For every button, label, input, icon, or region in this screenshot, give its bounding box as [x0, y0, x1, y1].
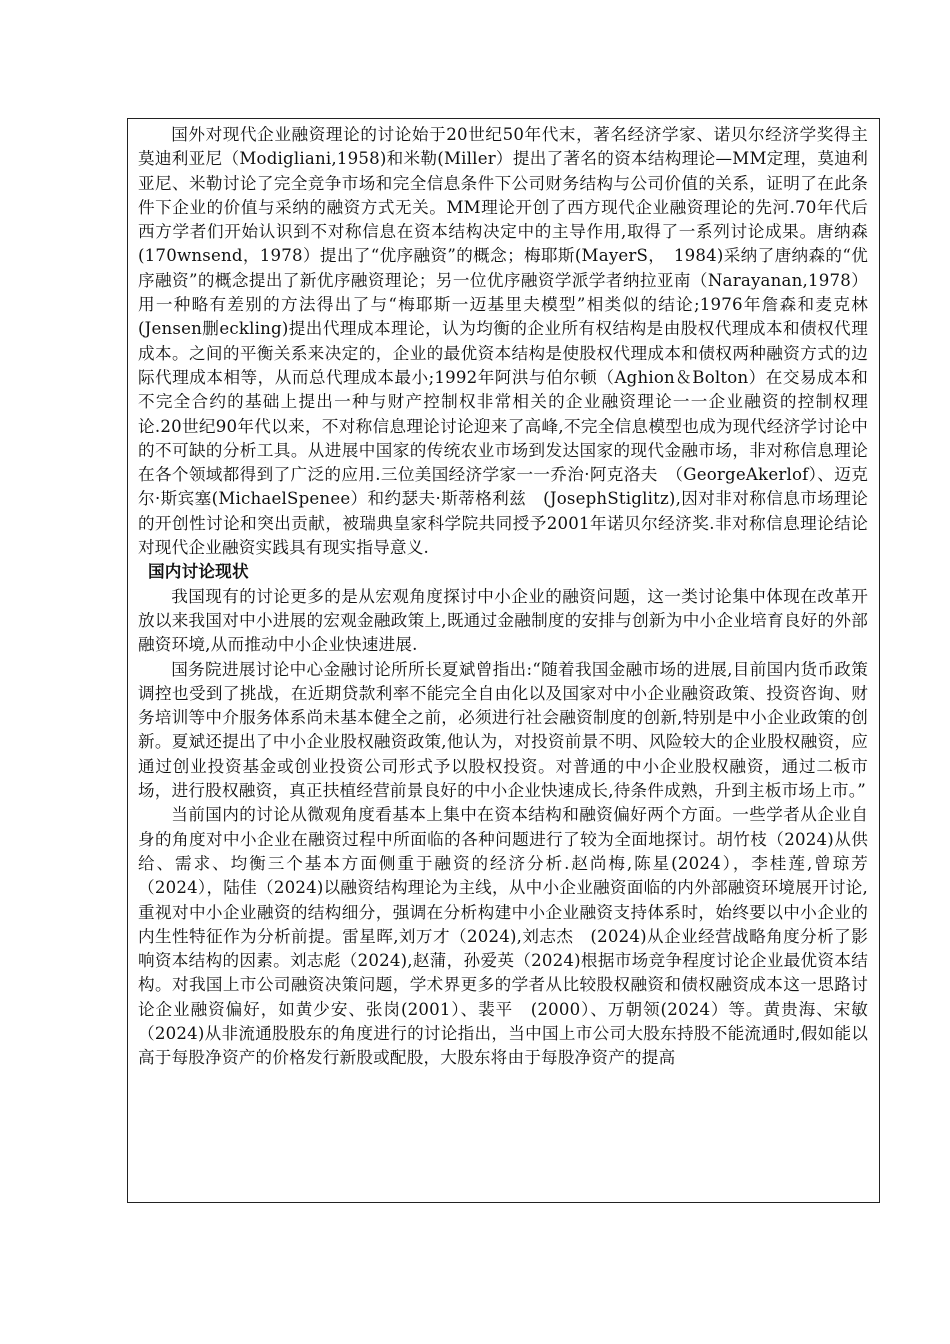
paragraph-micro-perspective: 当前国内的讨论从微观角度看基本上集中在资本结构和融资偏好两个方面。一些学者从企业自身的角度对中小企业在融资过程中所面临的各种问题进行了较为全面地探讨。胡竹枝（2024)从供给、需求、均衡三个基本方面侧重于融资的经济分析.赵尚梅,陈星(2024），李桂莲,曾琼芳（2024），陆佳（2024)以融资结构理论为主线，从中小企业融资面临的内外部融资环境展开讨论,重视对中小企业融资的结构细分，强调在分析构建中小企业融资支持体系时，始终要以中小企业的内生性特征作为分析前提。雷星晖,刘万才（2024),刘志杰 (2024)从企业经营战略角度分析了影响资本结构的因素。刘志彪（2024),赵蒲，孙爱英（2024)根据市场竞争程度讨论企业最优资本结构。对我国上市公司融资决策问题，学术界更多的学者从比较股权融资和债权融资成本这一思路讨论企业融资偏好，如黄少安、张岗(2001）、裴平 (2000）、万朝领(2024）等。黄贵海、宋敏（2024)从非流通股股东的角度进行的讨论指出，当中国上市公司大股东持股不能流通时,假如能以高于每股净资产的价格发行新股或配股，大股东将由于每股净资产的提高 [138, 805, 868, 1068]
paragraph-xia-bin-quote: 国务院进展讨论中心金融讨论所所长夏斌曾指出:“随着我国金融市场的进展,目前国内货币政策调控也受到了挑战，在近期贷款利率不能完全自由化以及国家对中小企业融资政策、投资咨询、财务培训等中介服务体系尚未基本健全之前，必须进行社会融资制度的创新,特别是中小企业政策的创新。夏斌还提出了中小企业股权融资政策,他认为，对投资前景不明、风险较大的企业股权融资，应通过创业投资基金或创业投资公司形式予以股权投资。对普通的中小企业股权融资，通过二板市场，进行股权融资，真正扶植经营前景良好的中小企业快速成长,待条件成熟，升到主板市场上市。” [138, 659, 868, 801]
paragraph-foreign-research: 国外对现代企业融资理论的讨论始于20世纪50年代末，著名经济学家、诺贝尔经济学奖得主莫迪利亚尼（Modigliani,1958)和米勒(Miller）提出了著名的资本结构理论—MM定理，莫迪利亚尼、米勒讨论了完全竞争市场和完全信息条件下公司财务结构与公司价值的关系，证明了在此条件下企业的价值与采纳的融资方式无关。MM理论开创了西方现代企业融资理论的先河.70年代后西方学者们开始认识到不对称信息在资本结构决定中的主导作用,取得了一系列讨论成果。唐纳森(170wnsend，1978）提出了“优序融资”的概念；梅耶斯(MayerS， 1984)采纳了唐纳森的“优序融资”的概念提出了新优序融资理论；另一位优序融资学派学者纳拉亚南（Narayanan,1978）用一种略有差别的方法得出了与“梅耶斯一迈基里夫模型”相类似的结论;1976年詹森和麦克林(Jensen删eckling)提出代理成本理论，认为均衡的企业所有权结构是由股权代理成本和债权代理成本。之间的平衡关系来决定的，企业的最优资本结构是使股权代理成本和债权两种融资方式的边际代理成本相等，从而总代理成本最小;1992年阿洪与伯尔顿（Aghion＆Bolton）在交易成本和不完全合约的基础上提出一种与财产控制权非常相关的企业融资理论一一企业融资的控制权理论.20世纪90年代以来，不对称信息理论讨论迎来了高峰,不完全信息模型也成为现代经济学讨论中的不可缺的分析工具。从进展中国家的传统农业市场到发达国家的现代金融市场，非对称信息理论在各个领域都得到了广泛的应用.三位美国经济学家一一乔治·阿克洛夫 （GeorgeAkerlof）、迈克尔·斯宾塞(MichaelSpenee）和约瑟夫·斯蒂格利兹 (JosephStiglitz),因对非对称信息市场理论的开创性讨论和突出贡献，被瑞典皇家科学院共同授予2001年诺贝尔经济奖.非对称信息理论结论对现代企业融资实践具有现实指导意义. [138, 125, 868, 558]
paragraph-macro-perspective: 我国现有的讨论更多的是从宏观角度探讨中小企业的融资问题，这一类讨论集中体现在改革开放以来我国对中小进展的宏观金融政策上,既通过金融制度的安排与创新为中小企业培育良好的外部融资环境,从而推动中小企业快速进展. [138, 586, 868, 655]
section-heading-domestic: 国内讨论现状 [148, 562, 249, 582]
document-body [138, 123, 868, 1071]
document-frame [127, 118, 880, 1203]
